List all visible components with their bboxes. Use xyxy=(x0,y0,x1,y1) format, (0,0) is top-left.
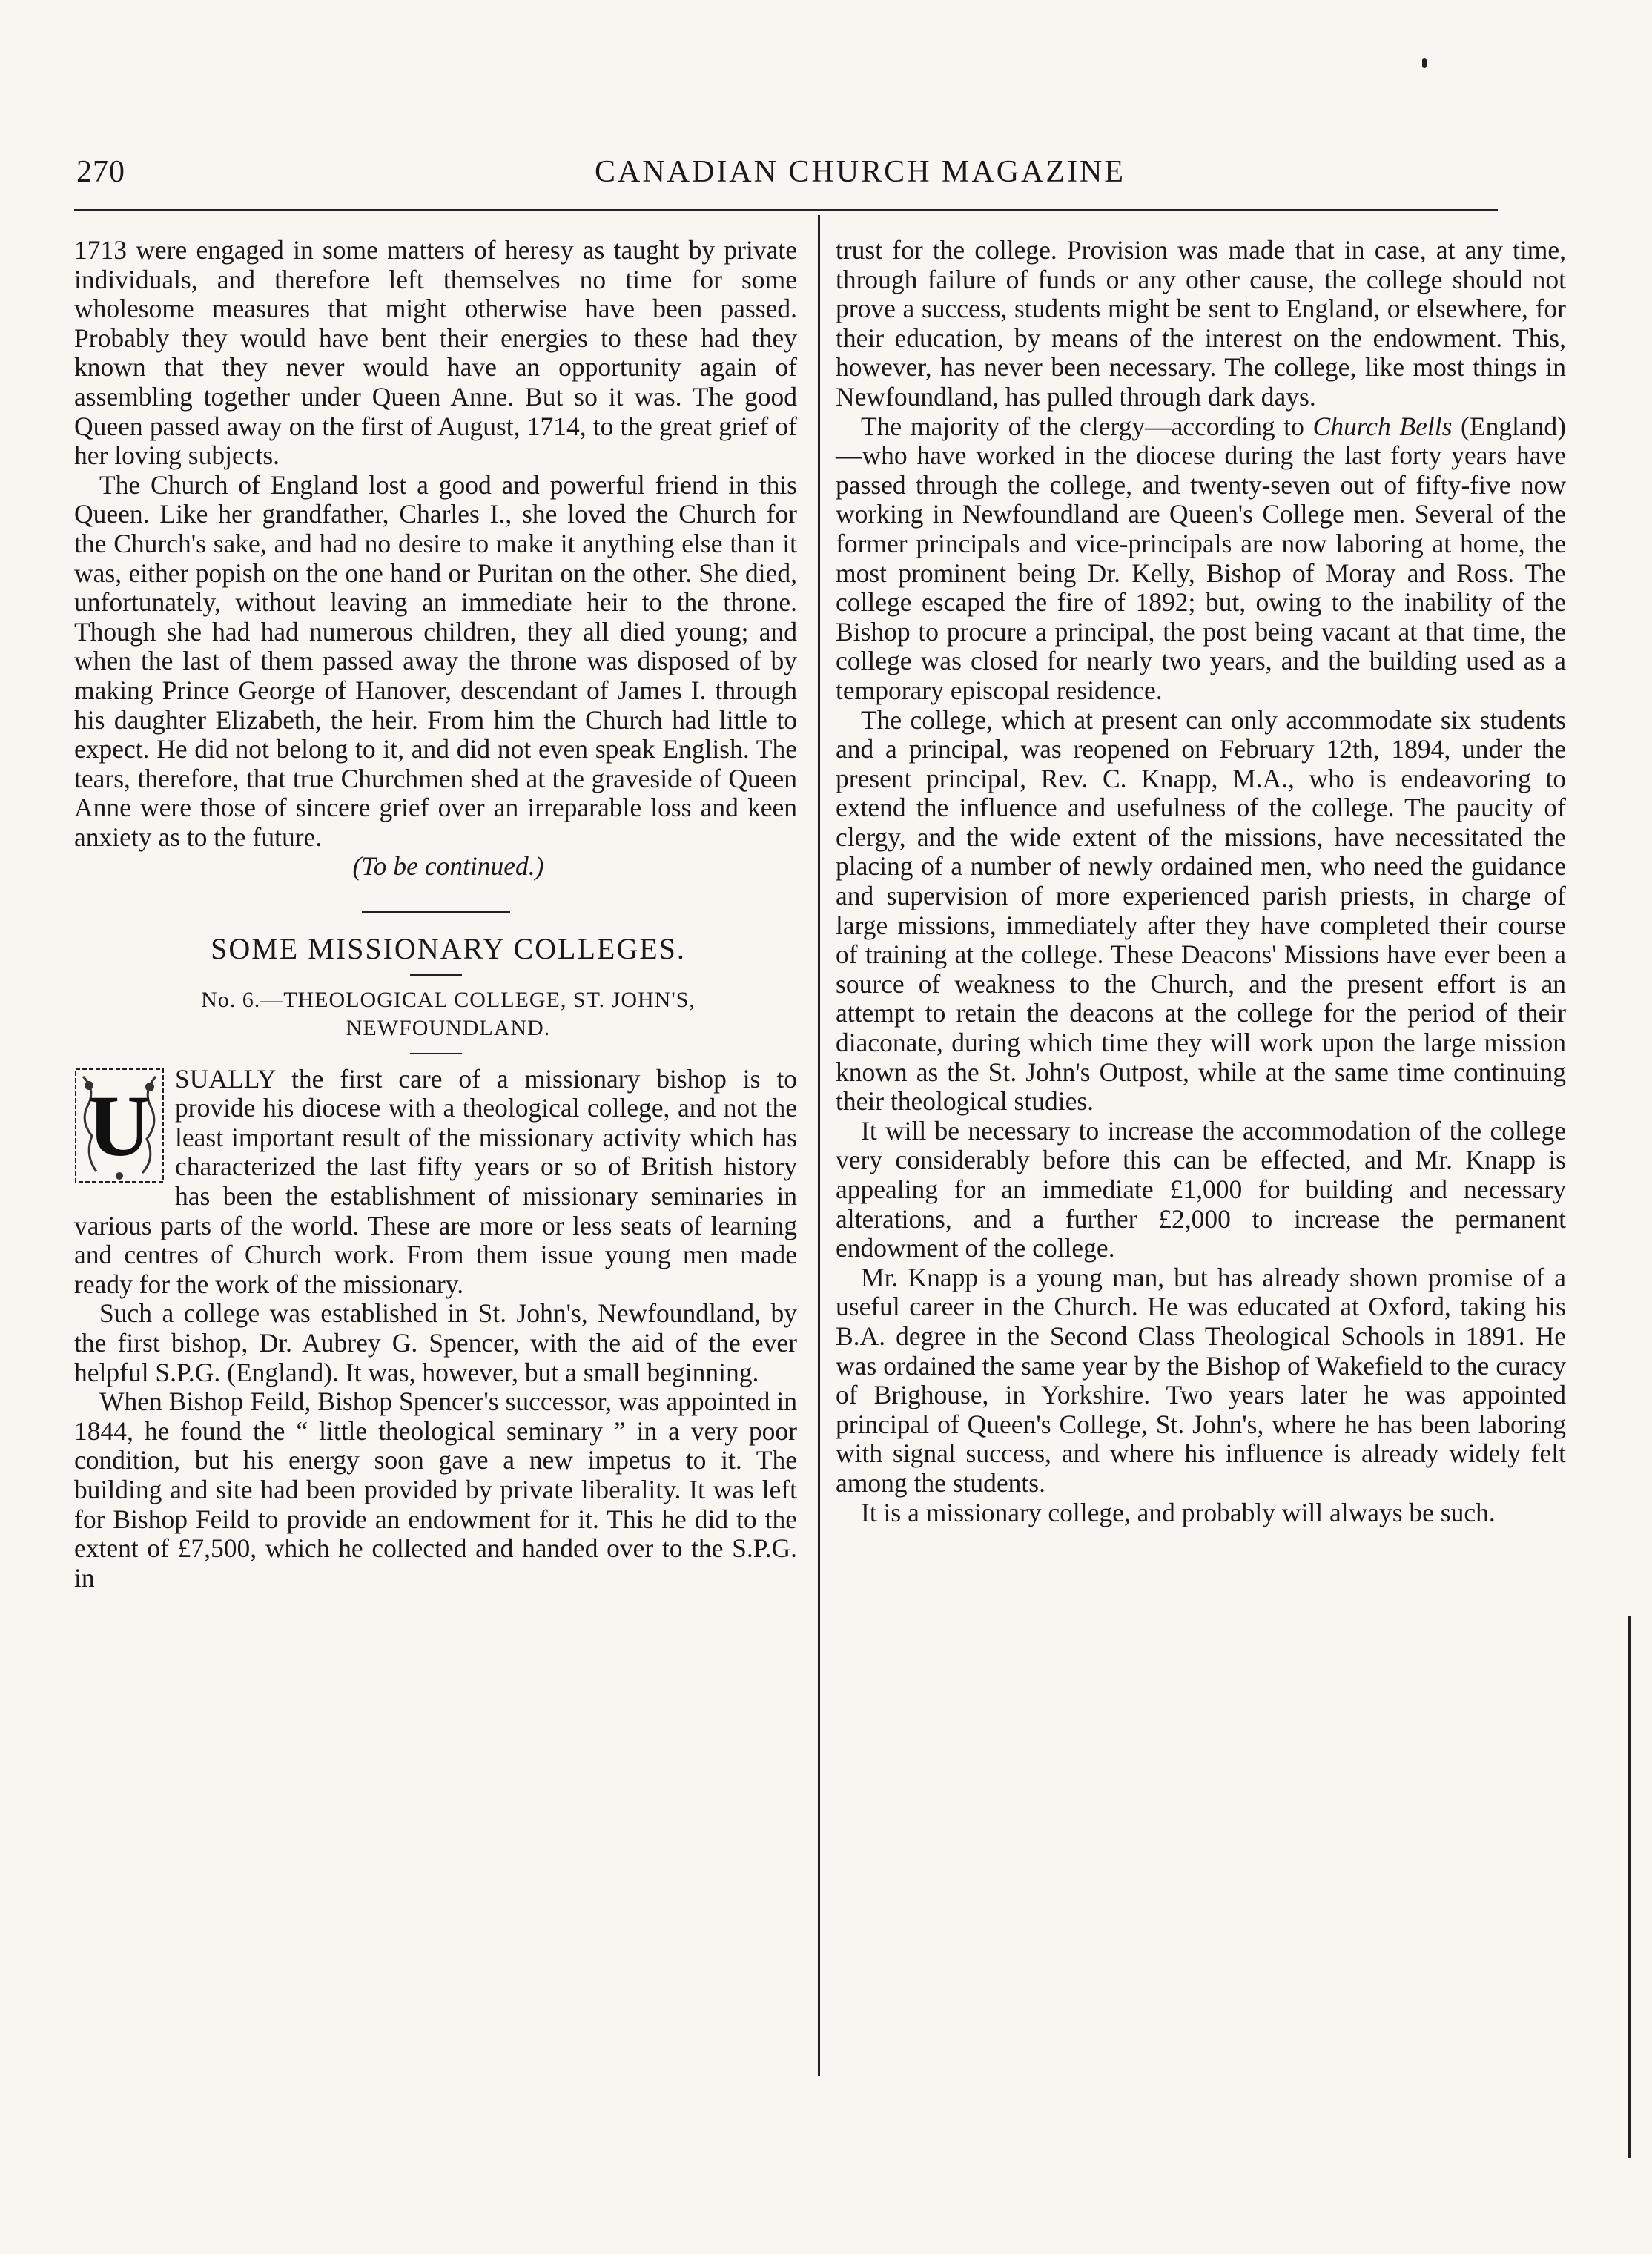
article-subtitle-place: NEWFOUNDLAND. xyxy=(346,1015,551,1040)
paragraph: trust for the college. Provision was made that in case, at any time, through failure of funds or any other cause, the college should not prove a success, students might be sent to England, or elsewhere, for their education, by means of the interest on the endowment. This, however, has never been necessary. The college, like most things in Newfoundland, has pulled through dark days. xyxy=(836,235,1566,412)
right-column xyxy=(836,236,1566,1527)
article-subtitle: No. 6.—THEOLOGICAL COLLEGE, ST. JOHN'S, xyxy=(201,987,696,1012)
header-rule xyxy=(74,209,1498,211)
dropcap-ornament xyxy=(74,1068,165,1183)
paragraph: Mr. Knapp is a young man, but has already shown promise of a useful career in the Church. He was educated at Oxford, taking his B.A. degree in the Second Class Theological Schools in 1891. He was ordained the same year by the Bishop of Wakefield to the curacy of Brighouse, in Yorkshire. Two years later he was appointed principal of Queen's College, St. John's, where he has been laboring with signal success, and where his influence is already widely felt among the students. xyxy=(836,1262,1566,1498)
margin-mark xyxy=(1628,1616,1631,2158)
paragraph: Such a college was established in St. John's, Newfoundland, by the first bishop, Dr. Aubrey G. Spencer, with the aid of the ever helpful S.P.G. (England). It was, however, but a small beginning. xyxy=(74,1298,797,1387)
column-divider xyxy=(818,215,820,2076)
paragraph: The college, which at present can only accommodate six students and a principal, was reopened on February 12th, 1894, under the present principal, Rev. C. Knapp, M.A., who is endeavoring to extend the influence and usefulness of the college. The paucity of clergy, and the wide extent of the missions, have necessitated the placing of a number of newly ordained men, who need the guidance and supervision of more experienced parish priests, in charge of large missions, immediately after they have completed their course of training at the college. These Deacons' Missions have ever been a source of weakness to the Church, and the present effort is an attempt to retain the deacons at the college for the period of their diaconate, during which time they will work upon the large mission known as the St. John's Outpost, while at the same time continuing their theological studies. xyxy=(836,704,1566,1117)
section-rule xyxy=(362,911,510,913)
subtitle-rule xyxy=(410,1053,462,1054)
paragraph xyxy=(836,412,1566,706)
paragraph: When Bishop Feild, Bishop Spencer's successor, was appointed in 1844, he found the “ little theological seminary ” in a very poor condition, but his energy soon gave a new impetus to it. The building and site had been provided by private liberality. It was left for Bishop Feild to provide an endowment for it. This he did to the extent of £7,500, which he collected and handed over to the S.P.G. in xyxy=(74,1387,797,1593)
paragraph: It will be necessary to increase the accommodation of the college very considerably before this can be effected, and Mr. Knapp is appealing for an immediate £1,000 for building and necessary alterations, and a further £2,000 to increase the permanent endowment of the college. xyxy=(836,1115,1566,1263)
print-speck xyxy=(1422,58,1427,68)
publication-title: Church Bells xyxy=(1312,411,1453,441)
paragraph: It is a missionary college, and probably will always be such. xyxy=(861,1497,1496,1527)
running-title: CANADIAN CHURCH MAGAZINE xyxy=(595,155,1126,189)
continued-note: (To be continued.) xyxy=(352,851,544,882)
page-number: 270 xyxy=(76,155,125,189)
dropcap-paragraph xyxy=(74,1065,797,1300)
paragraph: The Church of England lost a good and powerful friend in this Queen. Like her grandfather, Charles I., she loved the Church for the Church's sake, and had no desire to make it anything else than it was, either popish on the one hand or Puritan on the other. She died, unfortunately, without leaving an immediate heir to the throne. Though she had had numerous children, they all died young; and when the last of them passed away the throne was disposed of by making Prince George of Hanover, descendant of James I. through his daughter Elizabeth, the heir. From him the Church had little to expect. He did not belong to it, and did not even speak English. The tears, therefore, that true Churchmen shed at the graveside of Queen Anne were those of sincere grief over an irreparable loss and keen anxiety as to the future. xyxy=(74,469,797,852)
paragraph: 1713 were engaged in some matters of heresy as taught by private individuals, and therefore left themselves no time for some wholesome measures that might otherwise have been passed. Probably they would have bent their energies to these had they known that they never would have an opportunity again of assembling together under Queen Anne. But so it was. The good Queen passed away on the first of August, 1714, to the great grief of her loving subjects. xyxy=(74,235,797,471)
dropcap-letter: U xyxy=(87,1077,151,1174)
paragraph-text: (England)—who have worked in the diocese during the last forty years have passed through the college, and twenty-seven out of fifty-five now working in Newfoundland are Queen's College men. Several of the former principals and vice-principals are now laboring at home, the most prominent being Dr. Kelly, Bishop of Moray and Ross. The college escaped the fire of 1892; but, owing to the inability of the Bishop to procure a principal, the post being vacant at that time, the college was closed for nearly two years, and the building used as a temporary episcopal residence. xyxy=(836,411,1567,705)
title-rule xyxy=(410,974,462,976)
paragraph-text: SUALLY the first care of a missionary bishop is to provide his diocese with a theological college, and not the least important result of the missionary activity which has characterized the last fifty years or so of British history has been the establishment of missionary seminaries in various parts of the world. These are more or less seats of learning and centres of Church work. From them issue young men made ready for the work of the missionary. xyxy=(74,1063,797,1299)
paragraph-text: The majority of the clergy—according to xyxy=(861,411,1313,441)
left-column xyxy=(74,236,797,1593)
section-title: SOME MISSIONARY COLLEGES. xyxy=(211,932,686,966)
